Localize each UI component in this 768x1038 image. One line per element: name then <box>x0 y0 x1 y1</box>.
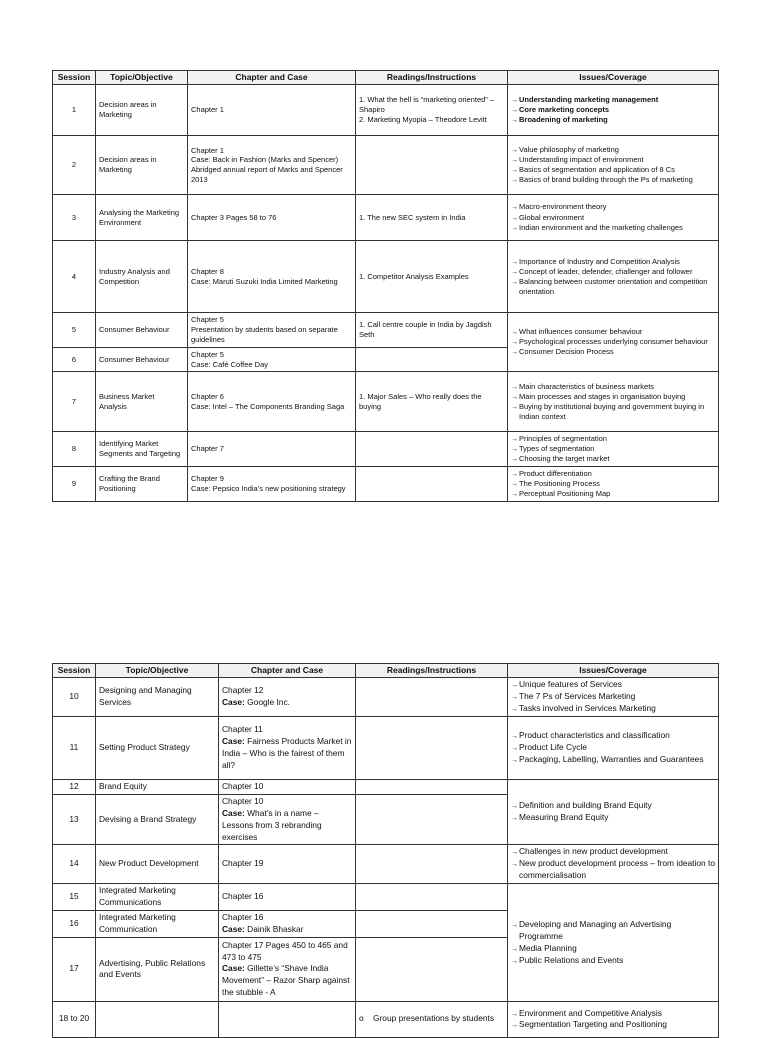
readings-cell <box>356 348 508 372</box>
issue-item: → Packaging, Labelling, Warranties and Guarantees <box>511 754 715 766</box>
issue-item: → Value philosophy of marketing <box>511 145 715 155</box>
chapter-line: Chapter 1 <box>191 105 224 115</box>
table-row <box>53 313 719 348</box>
issues-cell <box>508 432 719 467</box>
session-number: 1 <box>53 85 96 136</box>
chapter-cell <box>188 432 356 467</box>
issue-item: → Unique features of Services <box>511 679 715 691</box>
case-line <box>222 924 352 936</box>
chapter-line: Chapter 12 <box>222 685 264 696</box>
case-line <box>222 963 352 999</box>
readings-cell <box>356 85 508 136</box>
chapter-line: Chapter 5 <box>191 315 224 325</box>
issue-item: → Core marketing concepts <box>511 105 715 115</box>
issues-cell <box>508 85 719 136</box>
chapter-line: Chapter 5 <box>191 349 224 359</box>
header-session: Session <box>53 71 96 85</box>
case-text: What’s in a name – Lessons from 3 rebranding exercises <box>222 807 322 842</box>
readings-cell <box>356 884 508 911</box>
chapter-cell <box>188 313 356 348</box>
reading-item: 1. The new SEC system in India <box>359 212 466 222</box>
readings-cell <box>356 937 508 1001</box>
issue-item: → Main processes and stages in organisation buying <box>511 392 715 402</box>
topic-cell: Devising a Brand Strategy <box>96 794 219 845</box>
chapter-line: Chapter 10 <box>222 780 264 791</box>
table-header-row <box>53 71 719 85</box>
case-text: Fairness Products Market in India – Who is the fairest of them all? <box>222 735 352 770</box>
readings-cell <box>356 678 508 717</box>
issue-item: → Public Relations and Events <box>511 955 715 967</box>
topic-cell: Designing and Managing Services <box>96 678 219 717</box>
chapter-line: Chapter 19 <box>222 858 264 869</box>
session-number: 9 <box>53 467 96 502</box>
table-row <box>53 716 719 779</box>
issue-item: → Basics of segmentation and application of 8 Cs <box>511 165 715 175</box>
issue-item: → Environment and Competitive Analysis <box>511 1008 715 1020</box>
header-issues: Issues/Coverage <box>508 664 719 678</box>
issue-item: → Consumer Decision Process <box>511 347 715 357</box>
readings-cell <box>356 467 508 502</box>
case-line <box>222 808 352 844</box>
chapter-cell <box>188 372 356 432</box>
case-text: Dainik Bhaskar <box>247 924 304 935</box>
table-header-row <box>53 664 719 678</box>
header-topic: Topic/Objective <box>96 71 188 85</box>
issue-item: → Product characteristics and classification <box>511 730 715 742</box>
issue-item: → Macro-environment theory <box>511 202 715 212</box>
issue-item: → Product differentiation <box>511 469 715 479</box>
topic-cell: Integrated Marketing Communication <box>96 911 219 938</box>
issues-cell <box>508 678 719 717</box>
chapter-cell <box>219 845 356 884</box>
chapter-line: Chapter 11 <box>222 724 263 735</box>
header-session: Session <box>53 664 96 678</box>
header-readings: Readings/Instructions <box>356 664 508 678</box>
readings-cell <box>356 432 508 467</box>
reading-item: 1. What the hell is “marketing oriented” – Shapiro <box>359 95 495 115</box>
issue-item: → Importance of Industry and Competition Analysis <box>511 257 715 267</box>
session-table-1 <box>52 70 719 502</box>
header-chapter: Chapter and Case <box>188 71 356 85</box>
session-number: 12 <box>53 779 96 794</box>
chapter-cell <box>188 136 356 195</box>
table-row <box>53 779 719 794</box>
readings-cell <box>356 241 508 313</box>
chapter-line: Chapter 16 <box>222 891 264 902</box>
chapter-line: Case: Back in Fashion (Marks and Spencer) <box>191 155 339 165</box>
issues-cell <box>508 195 719 241</box>
topic-cell: Analysing the Marketing Environment <box>96 195 188 241</box>
issue-item: → Main characteristics of business markets <box>511 382 715 392</box>
topic-cell: Decision areas in Marketing <box>96 85 188 136</box>
issues-cell <box>508 716 719 779</box>
table-row <box>53 372 719 432</box>
case-line <box>222 736 352 772</box>
issue-item: → The 7 Ps of Services Marketing <box>511 691 715 703</box>
session-number: 14 <box>53 845 96 884</box>
issue-item: → Challenges in new product development <box>511 846 715 858</box>
chapter-cell <box>188 241 356 313</box>
header-chapter: Chapter and Case <box>219 664 356 678</box>
chapter-line: Presentation by students based on separate guidelines <box>191 325 338 344</box>
chapter-cell <box>219 779 356 794</box>
chapter-line: Chapter 8 <box>191 266 224 276</box>
issue-item: → Segmentation Targeting and Positioning <box>511 1019 715 1031</box>
session-number: 11 <box>53 716 96 779</box>
table-row <box>53 136 719 195</box>
session-number: 6 <box>53 348 96 372</box>
readings-cell <box>356 195 508 241</box>
chapter-cell <box>219 884 356 911</box>
topic-cell: Advertising, Public Relations and Events <box>96 937 219 1001</box>
header-readings: Readings/Instructions <box>356 71 508 85</box>
table-row <box>53 195 719 241</box>
issue-item: → Product Life Cycle <box>511 742 715 754</box>
topic-cell: New Product Development <box>96 845 219 884</box>
table-row <box>53 845 719 884</box>
case-label: Case: <box>222 963 245 974</box>
chapter-line: Chapter 16 <box>222 912 264 923</box>
chapter-line: Chapter 9 <box>191 474 224 484</box>
issue-item: → Principles of segmentation <box>511 434 715 444</box>
chapter-line: Case: Pepsico India’s new positioning strategy <box>191 484 346 494</box>
topic-cell: Identifying Market Segments and Targeting <box>96 432 188 467</box>
topic-cell: Brand Equity <box>96 779 219 794</box>
case-label: Case: <box>222 807 245 818</box>
topic-cell: Setting Product Strategy <box>96 716 219 779</box>
chapter-cell <box>219 716 356 779</box>
issues-cell <box>508 779 719 845</box>
issue-item: → Understanding impact of environment <box>511 155 715 165</box>
issue-item: → Tasks involved in Services Marketing <box>511 703 715 715</box>
issues-cell <box>508 136 719 195</box>
issues-cell <box>508 845 719 884</box>
issue-item: → Global environment <box>511 213 715 223</box>
issue-item: → Balancing between customer orientation and competition orientation <box>511 277 715 297</box>
chapter-cell <box>219 937 356 1001</box>
case-label: Case: <box>222 924 245 935</box>
table-row <box>53 884 719 911</box>
issue-item: → Indian environment and the marketing challenges <box>511 223 715 233</box>
session-number: 13 <box>53 794 96 845</box>
session-number: 16 <box>53 911 96 938</box>
table-row <box>53 678 719 717</box>
session-number: 5 <box>53 313 96 348</box>
issue-item: → Perceptual Positioning Map <box>511 489 715 499</box>
reading-item: 2. Marketing Myopia – Theodore Levitt <box>359 114 487 124</box>
issue-item: → Understanding marketing management <box>511 95 715 105</box>
chapter-line: Chapter 7 <box>191 444 224 454</box>
issue-item: → Broadening of marketing <box>511 115 715 125</box>
reading-item: 1. Call centre couple in India by Jagdish Seth <box>359 320 492 340</box>
case-label: Case: <box>222 735 245 746</box>
chapter-line: Chapter 6 <box>191 391 224 401</box>
session-number: 7 <box>53 372 96 432</box>
chapter-cell <box>188 85 356 136</box>
readings-cell <box>356 845 508 884</box>
issue-item: → What influences consumer behaviour <box>511 327 715 337</box>
issue-item: → Concept of leader, defender, challenger and follower <box>511 267 715 277</box>
session-number: 8 <box>53 432 96 467</box>
issue-item: → Psychological processes underlying consumer behaviour <box>511 337 715 347</box>
chapter-line: Chapter 10 <box>222 795 264 806</box>
header-issues: Issues/Coverage <box>508 71 719 85</box>
session-number: 2 <box>53 136 96 195</box>
chapter-cell <box>219 911 356 938</box>
session-number: 15 <box>53 884 96 911</box>
case-label: Case: <box>222 696 245 707</box>
issue-item: → Developing and Managing an Advertising Programme <box>511 919 715 943</box>
issue-item: → New product development process – from ideation to commercialisation <box>511 858 715 882</box>
readings-cell <box>356 372 508 432</box>
chapter-line: Chapter 3 Pages 58 to 76 <box>191 212 277 222</box>
chapter-cell <box>219 678 356 717</box>
topic-cell: Consumer Behaviour <box>96 313 188 348</box>
issues-cell <box>508 313 719 372</box>
issue-item: → The Positioning Process <box>511 479 715 489</box>
readings-cell <box>356 313 508 348</box>
issues-cell <box>508 1001 719 1037</box>
issue-item: → Choosing the target market <box>511 454 715 464</box>
issues-cell <box>508 372 719 432</box>
issue-item: → Types of segmentation <box>511 444 715 454</box>
table-row <box>53 467 719 502</box>
issues-cell <box>508 884 719 1002</box>
chapter-cell <box>188 467 356 502</box>
chapter-line: Case: Café Coffee Day <box>191 359 268 369</box>
readings-cell <box>356 779 508 794</box>
reading-item: 1. Competitor Analysis Examples <box>359 271 469 281</box>
topic-cell: Decision areas in Marketing <box>96 136 188 195</box>
chapter-cell <box>188 348 356 372</box>
issue-item: → Measuring Brand Equity <box>511 812 715 824</box>
chapter-line: Abridged annual report of Marks and Spencer 2013 <box>191 165 343 184</box>
topic-cell: Integrated Marketing Communications <box>96 884 219 911</box>
issues-cell <box>508 467 719 502</box>
topic-cell <box>96 1001 219 1037</box>
case-line <box>222 697 352 709</box>
issue-item: → Media Planning <box>511 943 715 955</box>
chapter-cell <box>219 794 356 845</box>
chapter-line: Chapter 17 Pages 450 to 465 and 473 to 475 <box>222 939 348 962</box>
reading-item: o Group presentations by students <box>359 1013 504 1025</box>
session-number: 18 to 20 <box>53 1001 96 1037</box>
topic-cell: Crafting the Brand Positioning <box>96 467 188 502</box>
table-row <box>53 241 719 313</box>
topic-cell: Industry Analysis and Competition <box>96 241 188 313</box>
chapter-cell <box>188 195 356 241</box>
readings-cell <box>356 911 508 938</box>
chapter-line: Case: Maruti Suzuki India Limited Marketing <box>191 276 338 286</box>
case-text: Gillette’s “Shave India Movement” – Razor Sharp against the stubble - A <box>222 963 350 998</box>
issue-item: → Basics of brand building through the Ps of marketing <box>511 175 715 185</box>
table-row <box>53 432 719 467</box>
issue-item: → Definition and building Brand Equity <box>511 800 715 812</box>
readings-cell <box>356 136 508 195</box>
topic-cell: Consumer Behaviour <box>96 348 188 372</box>
session-number: 17 <box>53 937 96 1001</box>
table-row <box>53 1001 719 1037</box>
session-number: 3 <box>53 195 96 241</box>
session-number: 4 <box>53 241 96 313</box>
topic-cell: Business Market Analysis <box>96 372 188 432</box>
issues-cell <box>508 241 719 313</box>
session-table-2 <box>52 663 719 1038</box>
reading-item: 1. Major Sales – Who really does the buying <box>359 391 482 411</box>
chapter-line: Chapter 1 <box>191 145 224 155</box>
table-row <box>53 85 719 136</box>
readings-cell <box>356 794 508 845</box>
readings-cell <box>356 716 508 779</box>
readings-cell <box>356 1001 508 1037</box>
header-topic: Topic/Objective <box>96 664 219 678</box>
session-number: 10 <box>53 678 96 717</box>
issue-item: → Buying by institutional buying and government buying in Indian context <box>511 402 715 422</box>
case-text: Google Inc. <box>247 696 290 707</box>
chapter-line: Case: Intel – The Components Branding Saga <box>191 401 345 411</box>
chapter-cell <box>219 1001 356 1037</box>
